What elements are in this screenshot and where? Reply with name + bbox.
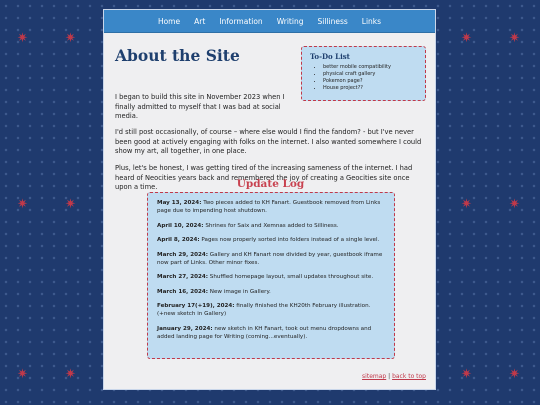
background-star-icon: ✷ bbox=[17, 31, 28, 46]
footer-separator: | bbox=[386, 373, 393, 380]
background-star-icon: ✷ bbox=[509, 31, 520, 46]
update-log-box bbox=[147, 192, 395, 359]
todo-item: • physical craft gallery bbox=[323, 71, 417, 78]
background-star-icon: ✷ bbox=[65, 367, 76, 382]
back-to-top-link[interactable]: back to top bbox=[392, 373, 426, 380]
intro-paragraph: I began to build this site in November 2023 when I finally admitted to myself that I was bad at social media. bbox=[115, 93, 285, 120]
todo-item: • House project?? bbox=[323, 85, 417, 92]
update-text: finally finished the KH20th February illustration. (+new sketch in Gallery) bbox=[157, 303, 371, 317]
background-star-icon: ✷ bbox=[461, 367, 472, 382]
background-star-icon: ✷ bbox=[509, 367, 520, 382]
update-text: Two pieces added to KH Fanart. Guestbook removed from Links page due to impending host shutdown. bbox=[157, 200, 381, 214]
background-star-icon: ✷ bbox=[65, 197, 76, 212]
nav-links[interactable]: Links bbox=[361, 16, 382, 26]
update-log-title: Update Log bbox=[236, 178, 305, 190]
background-star-icon: ✷ bbox=[509, 197, 520, 212]
nav-art[interactable]: Art bbox=[194, 16, 206, 26]
update-entry bbox=[157, 302, 386, 318]
update-date: January 29, 2024: bbox=[157, 325, 213, 332]
neocities-paragraph: Plus, let's be honest, I was getting tired of the increasing sameness of the internet. I had heard of Neocities years back and remembered the joy of creating a Geocities site once upon a time. bbox=[115, 164, 413, 191]
update-text: Pages now properly sorted into folders instead of a single level. bbox=[199, 237, 380, 243]
update-entry bbox=[157, 288, 386, 296]
update-entry bbox=[157, 236, 386, 244]
background-star-icon: ✷ bbox=[461, 197, 472, 212]
top-nav bbox=[104, 10, 435, 33]
update-date: March 29, 2024: bbox=[157, 251, 209, 258]
update-entry bbox=[157, 251, 386, 267]
background-star-icon: ✷ bbox=[17, 367, 28, 382]
update-date: May 13, 2024: bbox=[157, 200, 202, 206]
background-star-icon: ✷ bbox=[17, 197, 28, 212]
todo-item: • Pokemon page? bbox=[323, 78, 417, 85]
background-star-icon: ✷ bbox=[461, 31, 472, 46]
todo-item: • better mobile compatibility bbox=[323, 64, 417, 71]
update-text: Shuffled homepage layout, small updates throughout site. bbox=[208, 274, 374, 280]
nav-home[interactable]: Home bbox=[157, 16, 181, 26]
update-date: April 8, 2024: bbox=[157, 237, 200, 243]
update-entry bbox=[157, 222, 386, 230]
update-text: New image in Gallery. bbox=[208, 288, 271, 295]
todo-box bbox=[301, 46, 426, 101]
todo-title: To-Do List bbox=[310, 52, 350, 61]
footer-links bbox=[362, 373, 426, 380]
update-date: April 10, 2024: bbox=[157, 222, 204, 229]
nav-information[interactable]: Information bbox=[219, 16, 263, 26]
todo-list bbox=[310, 64, 417, 92]
update-date: March 27, 2024: bbox=[157, 274, 209, 280]
page-title: About the Site bbox=[115, 46, 240, 65]
update-text: Shrines for Saix and Xemnas added to Silliness. bbox=[203, 222, 339, 229]
update-date: February 17(+19), 2024: bbox=[157, 303, 235, 309]
update-text: new sketch in KH Fanart, took out menu dropdowns and added landing page for Writing (coming...eventually). bbox=[157, 325, 372, 340]
fandom-paragraph: I'd still post occasionally, of course – where else would I find the fandom? - but I've never been good at actively engaging with folks on the internet. I also wanted somewhere I could show my art, all together, in one place. bbox=[115, 128, 422, 155]
background-star-icon: ✷ bbox=[65, 31, 76, 46]
update-entry bbox=[157, 199, 386, 215]
update-text: Gallery and KH Fanart now divided by year, guestbook iframe now part of Links. Other minor fixes. bbox=[157, 251, 383, 266]
site-window bbox=[103, 9, 436, 390]
nav-silliness[interactable]: Silliness bbox=[317, 16, 348, 26]
sitemap-link[interactable]: sitemap bbox=[362, 373, 387, 380]
update-entry bbox=[157, 325, 386, 341]
nav-writing[interactable]: Writing bbox=[276, 16, 304, 26]
update-date: March 16, 2024: bbox=[157, 288, 209, 295]
update-entry bbox=[157, 273, 386, 281]
